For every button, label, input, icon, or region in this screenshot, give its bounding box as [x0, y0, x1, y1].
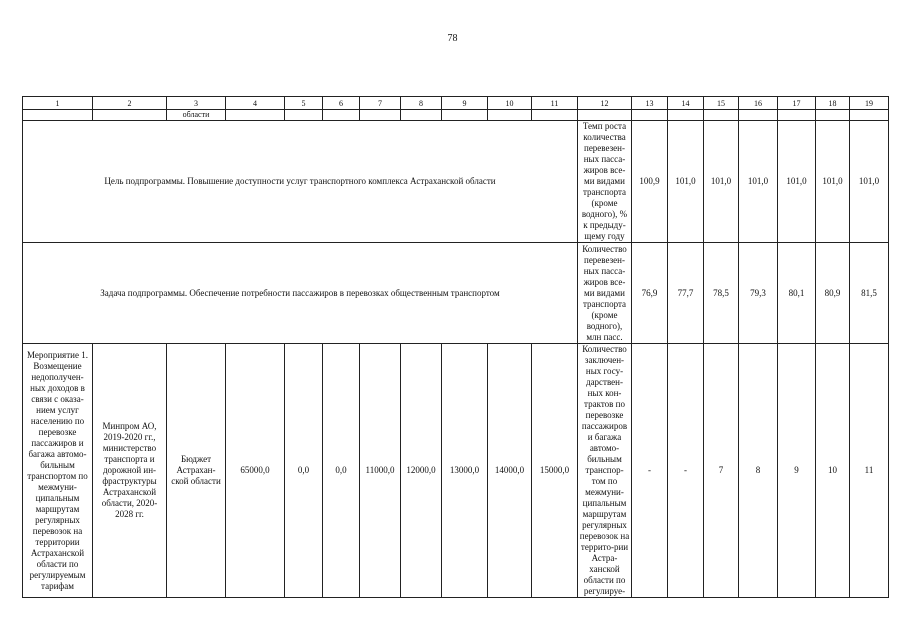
- column-number: 7: [360, 97, 401, 110]
- activity-name: Мероприятие 1. Возмещение недополучен-ных доходов в связи с оказа-нием услуг населению по перевозке пассажиров и багажа автомо-бильным транспортом по межмуни-ципальным маршрутам регулярных перевозок на территории Астраханской области по регулируемым тарифам: [23, 344, 93, 598]
- activity-source: Бюджет Астрахан-ской области: [167, 344, 226, 598]
- column-number: 10: [488, 97, 532, 110]
- funding-value: 11000,0: [360, 344, 401, 598]
- column-number: 19: [850, 97, 889, 110]
- goal-value: 101,0: [704, 121, 739, 243]
- column-number: 17: [778, 97, 816, 110]
- activity-value: 7: [704, 344, 739, 598]
- goal-value: 101,0: [668, 121, 704, 243]
- program-table: [22, 96, 889, 598]
- funding-value: 14000,0: [488, 344, 532, 598]
- activity-value: -: [668, 344, 704, 598]
- task-value: 76,9: [632, 243, 668, 344]
- goal-value: 101,0: [778, 121, 816, 243]
- task-row: [23, 243, 889, 344]
- goal-text: Цель подпрограммы. Повышение доступности услуг транспортного комплекса Астраханской области: [23, 121, 578, 243]
- goal-indicator: Темп роста количества перевезен-ных пасса-жиров все-ми видами транспорта (кроме водного), % к предыду-щему году: [578, 121, 632, 243]
- goal-value: 101,0: [850, 121, 889, 243]
- funding-value: 12000,0: [401, 344, 442, 598]
- funding-value: 0,0: [323, 344, 360, 598]
- column-number: 18: [816, 97, 850, 110]
- task-indicator: Количество перевезен-ных пасса-жиров все-ми видами транспорта (кроме водного), млн пасс.: [578, 243, 632, 344]
- task-text: Задача подпрограммы. Обеспечение потребности пассажиров в перевозках общественным транспортом: [23, 243, 578, 344]
- column-number: 9: [442, 97, 488, 110]
- column-number: 8: [401, 97, 442, 110]
- column-number: 4: [226, 97, 285, 110]
- funding-value: 65000,0: [226, 344, 285, 598]
- column-number: 1: [23, 97, 93, 110]
- column-number: 15: [704, 97, 739, 110]
- column-number: 13: [632, 97, 668, 110]
- funding-value: 15000,0: [532, 344, 578, 598]
- activity-value: 10: [816, 344, 850, 598]
- column-number: 3: [167, 97, 226, 110]
- column-number: 14: [668, 97, 704, 110]
- continuation-text: области: [167, 110, 226, 121]
- funding-value: 13000,0: [442, 344, 488, 598]
- funding-value: 0,0: [285, 344, 323, 598]
- page-number: 78: [447, 33, 458, 44]
- goal-value: 101,0: [816, 121, 850, 243]
- task-value: 77,7: [668, 243, 704, 344]
- activity-indicator: Количество заключен-ных госу-дарствен-ных кон-трактов по перевозке пассажиров и багажа автомо-бильным транспор-том по межмуни-ципальным маршрутам регулярных перевозок на террито-рии Астра-ханской области по регулируе-: [578, 344, 632, 598]
- activity-value: 8: [739, 344, 778, 598]
- activity-value: 11: [850, 344, 889, 598]
- continuation-row: [23, 110, 889, 121]
- activity-row: [23, 344, 889, 598]
- task-value: 79,3: [739, 243, 778, 344]
- header-row: [23, 97, 889, 110]
- goal-value: 101,0: [739, 121, 778, 243]
- task-value: 81,5: [850, 243, 889, 344]
- activity-value: 9: [778, 344, 816, 598]
- column-number: 11: [532, 97, 578, 110]
- activity-value: -: [632, 344, 668, 598]
- task-value: 80,9: [816, 243, 850, 344]
- column-number: 6: [323, 97, 360, 110]
- activity-responsible: Минпром АО, 2019-2020 гг., министерство транспорта и дорожной ин-фраструктуры Астраханской области, 2020-2028 гг.: [93, 344, 167, 598]
- goal-row: [23, 121, 889, 243]
- column-number: 5: [285, 97, 323, 110]
- column-number: 16: [739, 97, 778, 110]
- goal-value: 100,9: [632, 121, 668, 243]
- task-value: 78,5: [704, 243, 739, 344]
- column-number: 2: [93, 97, 167, 110]
- column-number: 12: [578, 97, 632, 110]
- task-value: 80,1: [778, 243, 816, 344]
